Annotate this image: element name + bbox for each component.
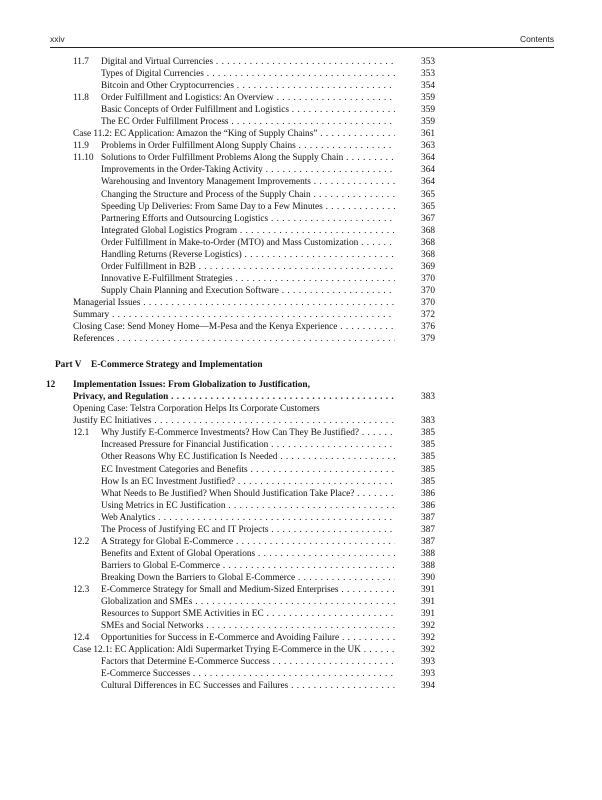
toc-entry-title: A Strategy for Global E-Commerce . . . xyxy=(101,536,395,548)
toc-entry-title: Case 12.1: EC Application: Aldi Supermarket Trying E-Commerce in the UK . . . xyxy=(73,644,395,656)
chapter-page-number: 383 xyxy=(421,392,435,403)
toc-entry-title: Factors that Determine E-Commerce Success . . . xyxy=(101,656,395,668)
toc-entry-page-number: 359 xyxy=(421,93,435,104)
toc-entry-page-number: 387 xyxy=(421,524,435,535)
toc-entry[interactable] xyxy=(55,273,435,285)
toc-entry-title: Using Metrics in EC Justification . . . xyxy=(101,500,395,512)
toc-entry[interactable] xyxy=(55,261,435,273)
toc-entry[interactable] xyxy=(55,297,435,309)
toc-entry-title: Order Fulfillment in Make-to-Order (MTO) and Mass Customization . . . xyxy=(101,237,395,249)
toc-entry-page-number: 376 xyxy=(421,322,435,333)
toc-entry-page-number: 388 xyxy=(421,548,435,559)
toc-entry[interactable] xyxy=(55,632,435,644)
toc-entry-page-number: 370 xyxy=(421,273,435,284)
toc-entry[interactable] xyxy=(55,476,435,488)
toc-entry-title: The EC Order Fulfillment Process . . . xyxy=(101,116,395,128)
toc-entry-page-number: 370 xyxy=(421,285,435,296)
toc-entry[interactable] xyxy=(55,116,435,128)
toc-entry-page-number: 368 xyxy=(421,249,435,260)
part-heading xyxy=(55,359,435,371)
toc-entry[interactable] xyxy=(55,333,435,345)
toc-entry[interactable] xyxy=(55,608,435,620)
toc-entry[interactable] xyxy=(55,524,435,536)
toc-entry-page-number: 393 xyxy=(421,669,435,680)
toc-entry[interactable] xyxy=(55,668,435,680)
toc-entry[interactable] xyxy=(55,68,435,80)
toc-entry[interactable] xyxy=(55,128,435,140)
toc-entry-title: Integrated Global Logistics Program . . . xyxy=(101,225,395,237)
toc-entry-title: Handling Returns (Reverse Logistics) . . . xyxy=(101,249,395,261)
toc-entry-title: Summary . . . xyxy=(73,309,395,321)
toc-entry-page-number: 387 xyxy=(421,512,435,523)
toc-entry-page-number: 393 xyxy=(421,657,435,668)
toc-entry[interactable] xyxy=(55,225,435,237)
toc-entry-page-number: 370 xyxy=(421,297,435,308)
toc-entry-page-number: 390 xyxy=(421,572,435,583)
toc-entry-title: Warehousing and Inventory Management Improvements . . . xyxy=(101,176,395,188)
toc-entry-title: Solutions to Order Fulfillment Problems Along the Supply Chain . . . xyxy=(101,152,395,164)
toc-entry[interactable] xyxy=(55,189,435,201)
toc-entry-page-number: 391 xyxy=(421,597,435,608)
toc-entry-page-number: 359 xyxy=(421,117,435,128)
toc-entry-page-number: 364 xyxy=(421,153,435,164)
toc-entry-page-number: 364 xyxy=(421,177,435,188)
chapter-heading-line-1 xyxy=(46,379,435,391)
toc-entry-title: Closing Case: Send Money Home—M-Pesa and the Kenya Experience . . . xyxy=(73,321,395,333)
toc-entry[interactable] xyxy=(55,285,435,297)
toc-entry-title: Managerial Issues . . . xyxy=(73,297,395,309)
toc-entry-title: Case 11.2: EC Application: Amazon the “King of Supply Chains” . . . xyxy=(73,128,395,140)
toc-entry-title: Problems in Order Fulfillment Along Supply Chains . . . xyxy=(101,140,395,152)
toc-entry-number: 11.10 xyxy=(73,153,94,164)
toc-entry[interactable] xyxy=(55,439,435,451)
toc-entry[interactable] xyxy=(55,201,435,213)
chapter-title-line-2: Privacy, and Regulation . . . xyxy=(73,391,395,403)
toc-entry[interactable] xyxy=(55,249,435,261)
toc-entry-page-number: 353 xyxy=(421,69,435,80)
toc-entry-title: Globalization and SMEs . . . xyxy=(101,596,395,608)
toc-entry-title: Web Analytics . . . xyxy=(101,512,395,524)
opening-case-line-2[interactable] xyxy=(55,415,435,427)
toc-entry[interactable] xyxy=(55,213,435,225)
toc-entry[interactable] xyxy=(55,644,435,656)
toc-entry-title: SMEs and Social Networks . . . xyxy=(101,620,395,632)
toc-entry-title: Types of Digital Currencies . . . xyxy=(101,68,395,80)
toc-entry-title: Benefits and Extent of Global Operations . . . xyxy=(101,548,395,560)
toc-entry[interactable] xyxy=(55,152,435,164)
toc-entry-title: Barriers to Global E-Commerce . . . xyxy=(101,560,395,572)
toc-entry-title: Speeding Up Deliveries: From Same Day to a Few Minutes . . . xyxy=(101,201,395,213)
toc-entry-number: 12.4 xyxy=(73,633,90,644)
toc-entry[interactable] xyxy=(55,620,435,632)
toc-entry-page-number: 392 xyxy=(421,645,435,656)
toc-entry[interactable] xyxy=(55,512,435,524)
toc-entry[interactable] xyxy=(55,572,435,584)
toc-block-chapter-11 xyxy=(55,56,435,345)
toc-entry[interactable] xyxy=(55,680,435,692)
toc-entry-title: Digital and Virtual Currencies . . . xyxy=(101,56,395,68)
toc-entry[interactable] xyxy=(55,237,435,249)
toc-entry[interactable] xyxy=(55,536,435,548)
toc-entry-page-number: 392 xyxy=(421,633,435,644)
spacer xyxy=(55,371,435,379)
toc-entry-number: 12.1 xyxy=(73,428,90,439)
toc-entry-page-number: 385 xyxy=(421,476,435,487)
toc-entry[interactable] xyxy=(55,140,435,152)
toc-entry-title: Innovative E-Fulfillment Strategies . . . xyxy=(101,273,395,285)
toc-entry-title: Increased Pressure for Financial Justification . . . xyxy=(101,439,395,451)
toc-entry[interactable] xyxy=(55,596,435,608)
toc-entry-page-number: 391 xyxy=(421,584,435,595)
opening-case-page-number: 383 xyxy=(421,416,435,427)
toc-entry-title: Order Fulfillment and Logistics: An Overview . . . xyxy=(101,92,395,104)
toc-entry-title: E-Commerce Successes . . . xyxy=(101,668,395,680)
toc-entry-page-number: 394 xyxy=(421,681,435,692)
toc-entry-page-number: 385 xyxy=(421,464,435,475)
toc-entry-page-number: 365 xyxy=(421,189,435,200)
toc-entry-page-number: 388 xyxy=(421,560,435,571)
chapter-number: 12 xyxy=(46,380,56,391)
toc-entry[interactable] xyxy=(55,80,435,92)
opening-case-line-1 xyxy=(55,403,435,415)
toc-entry-page-number: 379 xyxy=(421,334,435,345)
toc-entry-title: Why Justify E-Commerce Investments? How Can They Be Justified? . . . xyxy=(101,427,395,439)
chapter-heading-line-2[interactable] xyxy=(55,391,435,403)
toc-entry-title: Supply Chain Planning and Execution Software . . . xyxy=(101,285,395,297)
toc-entry-number: 11.9 xyxy=(73,141,89,152)
toc-entry[interactable] xyxy=(55,488,435,500)
toc-entry[interactable] xyxy=(55,584,435,596)
toc-entry-page-number: 385 xyxy=(421,452,435,463)
toc-entry[interactable] xyxy=(55,164,435,176)
toc-entry[interactable] xyxy=(55,321,435,333)
opening-case-title-line-2: Justify EC Initiatives . . . xyxy=(73,415,395,427)
toc-entry-title: References . . . xyxy=(73,333,395,345)
toc-entry-page-number: 369 xyxy=(421,261,435,272)
toc-entry-title: Resources to Support SME Activities in EC . . . xyxy=(101,608,395,620)
toc-entry-page-number: 386 xyxy=(421,500,435,511)
toc-entry-page-number: 385 xyxy=(421,428,435,439)
toc-entry[interactable] xyxy=(55,427,435,439)
spacer xyxy=(55,345,435,359)
toc-entry-number: 12.3 xyxy=(73,584,90,595)
opening-case-title-line-1: Opening Case: Telstra Corporation Helps Its Corporate Customers xyxy=(73,404,320,415)
running-section-title: Contents xyxy=(519,34,554,44)
toc-entry-page-number: 361 xyxy=(421,129,435,140)
chapter-title-line-1: Implementation Issues: From Globalization to Justification, xyxy=(73,380,310,391)
toc-entry-page-number: 392 xyxy=(421,621,435,632)
toc-entry-page-number: 391 xyxy=(421,609,435,620)
toc-entry[interactable] xyxy=(55,548,435,560)
toc-entry-page-number: 353 xyxy=(421,57,435,67)
toc-entry-number: 12.2 xyxy=(73,536,90,547)
toc-entry-page-number: 365 xyxy=(421,201,435,212)
table-of-contents xyxy=(46,56,435,692)
toc-entry-page-number: 363 xyxy=(421,141,435,152)
toc-entry-number: 11.8 xyxy=(73,93,89,104)
toc-entry[interactable] xyxy=(55,309,435,321)
toc-entry[interactable] xyxy=(55,560,435,572)
toc-entry-title: Improvements in the Order-Taking Activity . . . xyxy=(101,164,395,176)
toc-entry-page-number: 367 xyxy=(421,213,435,224)
toc-entry-number: 11.7 xyxy=(73,57,89,67)
toc-entry-page-number: 372 xyxy=(421,309,435,320)
toc-entry-page-number: 368 xyxy=(421,225,435,236)
toc-entry-title: Bitcoin and Other Cryptocurrencies . . . xyxy=(101,80,395,92)
toc-entry-page-number: 387 xyxy=(421,536,435,547)
toc-entry-title: What Needs to Be Justified? When Should Justification Take Place? . . . xyxy=(101,488,395,500)
part-label: Part V xyxy=(55,360,82,371)
toc-entry[interactable] xyxy=(55,56,435,68)
toc-entry-page-number: 386 xyxy=(421,488,435,499)
page-number-label: xxiv xyxy=(50,34,65,44)
toc-entry-title: Basic Concepts of Order Fulfillment and Logistics . . . xyxy=(101,104,395,116)
toc-entry-title: Opportunities for Success in E-Commerce and Avoiding Failure . . . xyxy=(101,632,395,644)
toc-entry[interactable] xyxy=(55,464,435,476)
toc-entry-page-number: 385 xyxy=(421,440,435,451)
toc-entry[interactable] xyxy=(55,104,435,116)
toc-entry[interactable] xyxy=(55,176,435,188)
toc-entry-title: How Is an EC Investment Justified? . . . xyxy=(101,476,395,488)
toc-entry-page-number: 354 xyxy=(421,81,435,92)
toc-entry[interactable] xyxy=(55,656,435,668)
toc-entry-title: The Process of Justifying EC and IT Projects . . . xyxy=(101,524,395,536)
toc-entry-title: Partnering Efforts and Outsourcing Logistics . . . xyxy=(101,213,395,225)
toc-entry-title: Other Reasons Why EC Justification Is Needed . . . xyxy=(101,451,395,463)
toc-entry-page-number: 364 xyxy=(421,165,435,176)
toc-entry-title: E-Commerce Strategy for Small and Medium-Sized Enterprises . . . xyxy=(101,584,395,596)
toc-entry[interactable] xyxy=(55,451,435,463)
toc-entry-title: Changing the Structure and Process of the Supply Chain . . . xyxy=(101,189,395,201)
toc-entry[interactable] xyxy=(55,92,435,104)
toc-entry-page-number: 368 xyxy=(421,237,435,248)
toc-entry-title: Cultural Differences in EC Successes and Failures . . . xyxy=(101,680,395,692)
toc-block-chapter-12 xyxy=(55,427,435,692)
running-header xyxy=(50,31,554,48)
part-title: E-Commerce Strategy and Implementation xyxy=(91,360,263,371)
toc-entry-title: Breaking Down the Barriers to Global E-Commerce . . . xyxy=(101,572,395,584)
toc-entry-page-number: 359 xyxy=(421,105,435,116)
toc-entry-title: Order Fulfillment in B2B . . . xyxy=(101,261,395,273)
toc-entry[interactable] xyxy=(55,500,435,512)
toc-entry-title: EC Investment Categories and Benefits . . . xyxy=(101,464,395,476)
